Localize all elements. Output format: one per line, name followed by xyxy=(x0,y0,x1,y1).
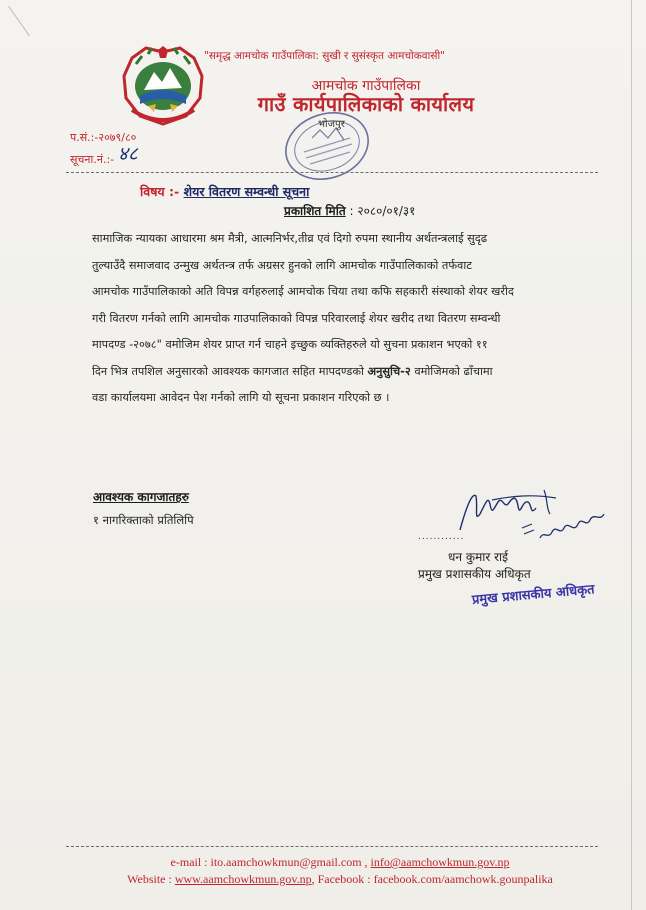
annex-reference: अनुसुचि-२ xyxy=(367,364,411,378)
subject-text: शेयर वितरण सम्वन्धी सूचना xyxy=(183,184,310,199)
body-line-end: वमोजिमको ढाँचामा xyxy=(414,364,493,378)
website-link[interactable]: www.aamchowkmun.gov.np xyxy=(174,872,312,886)
handwritten-signature xyxy=(452,478,614,550)
designation-stamp: प्रमुख प्रशासकीय अधिकृत xyxy=(471,582,596,608)
body-line-start: दिन भित्र तपशिल अनुसारको आवश्यक कागजात सहित मापदण्डको xyxy=(92,364,364,378)
notice-body xyxy=(92,226,608,412)
scan-corner-mark xyxy=(8,6,64,36)
reference-number: प.सं.:-२०७९/८० xyxy=(70,131,137,144)
footer-web-line xyxy=(80,871,600,888)
notice-number-label: सूचना.नं.:- xyxy=(70,153,115,166)
website-label: Website : xyxy=(127,872,172,886)
published-date-value: : २०८०/०१/३१ xyxy=(349,204,416,218)
letterhead-motto: "समृद्ध आमचोक गाउँपालिका: सुखी र सुसंस्कृत आमचोकवासी" xyxy=(204,50,446,62)
header-divider xyxy=(66,172,598,173)
page-edge xyxy=(631,0,632,910)
signature-dots: ............ xyxy=(418,532,465,542)
body-line: आमचोक गाउँपालिकाको अति विपन्न वर्गहरुलाई आमचोक चिया तथा कफि सहकारी संस्थाको शेयर खरीद xyxy=(92,285,514,298)
government-emblem-icon xyxy=(118,46,208,126)
footer-email-line xyxy=(80,854,600,871)
body-line: मापदण्ड -२०७८" वमोजिम शेयर प्राप्त गर्न चाहने इच्छुक व्यक्तिहरुले यो सुचना प्रकाशन भएको ११ xyxy=(92,338,488,351)
required-document-item: १ नागरिक्ताको प्रतिलिपि xyxy=(93,513,194,527)
signatory-title: प्रमुख प्रशासकीय अधिकृत xyxy=(418,567,531,581)
body-line-with-annex xyxy=(92,359,608,386)
letterhead-office-name: गाउँ कार्यपालिकाको कार्यालय xyxy=(257,92,475,116)
email-label: e-mail : xyxy=(170,855,208,869)
body-line: गरी वितरण गर्नको लागि आमचोक गाउपालिकाको विपन्न परिवारलाई शेयर खरीद तथा वितरण सम्वन्धी xyxy=(92,311,501,325)
subject-line xyxy=(140,183,309,200)
subject-label: विषय :- xyxy=(140,184,180,199)
required-documents-heading: आवश्यक कागजातहरु xyxy=(93,490,189,504)
signatory-name: धन कुमार राई xyxy=(448,550,508,564)
body-line: तुल्याउँदै समाजवाद उन्मुख अर्थतन्त्र तर्फ अग्रसर हुनको लागि आमचोक गाउँपालिकाको तर्फवाट xyxy=(92,258,472,272)
letter-footer xyxy=(80,854,600,888)
email-primary: ito.aamchowkmun@gmail.com xyxy=(210,855,362,869)
notice-number-handwritten: ४८ xyxy=(118,143,138,165)
email-secondary-link[interactable]: info@aamchowkmun.gov.np xyxy=(370,855,510,869)
published-date xyxy=(284,202,415,219)
letterhead-municipality: आमचोक गाउँपालिका xyxy=(311,78,421,94)
letterhead-district: भोजपुर xyxy=(318,119,345,130)
email-separator: , xyxy=(364,855,368,869)
published-date-label: प्रकाशित मिति xyxy=(284,204,346,218)
body-line: सामाजिक न्यायका आधारमा श्रम मैत्री, आत्मनिर्भर,तीव्र एवं दिगो रुपमा स्थानीय अर्थतन्त्रलाई सुदृढ xyxy=(92,232,488,245)
facebook-text: , Facebook : facebook.com/aamchowk.gounpalika xyxy=(311,872,553,886)
footer-divider xyxy=(66,846,598,847)
body-line: वडा कार्यालयमा आवेदन पेश गर्नको लागि यो सूचना प्रकाशन गरिएको छ । xyxy=(92,391,390,404)
